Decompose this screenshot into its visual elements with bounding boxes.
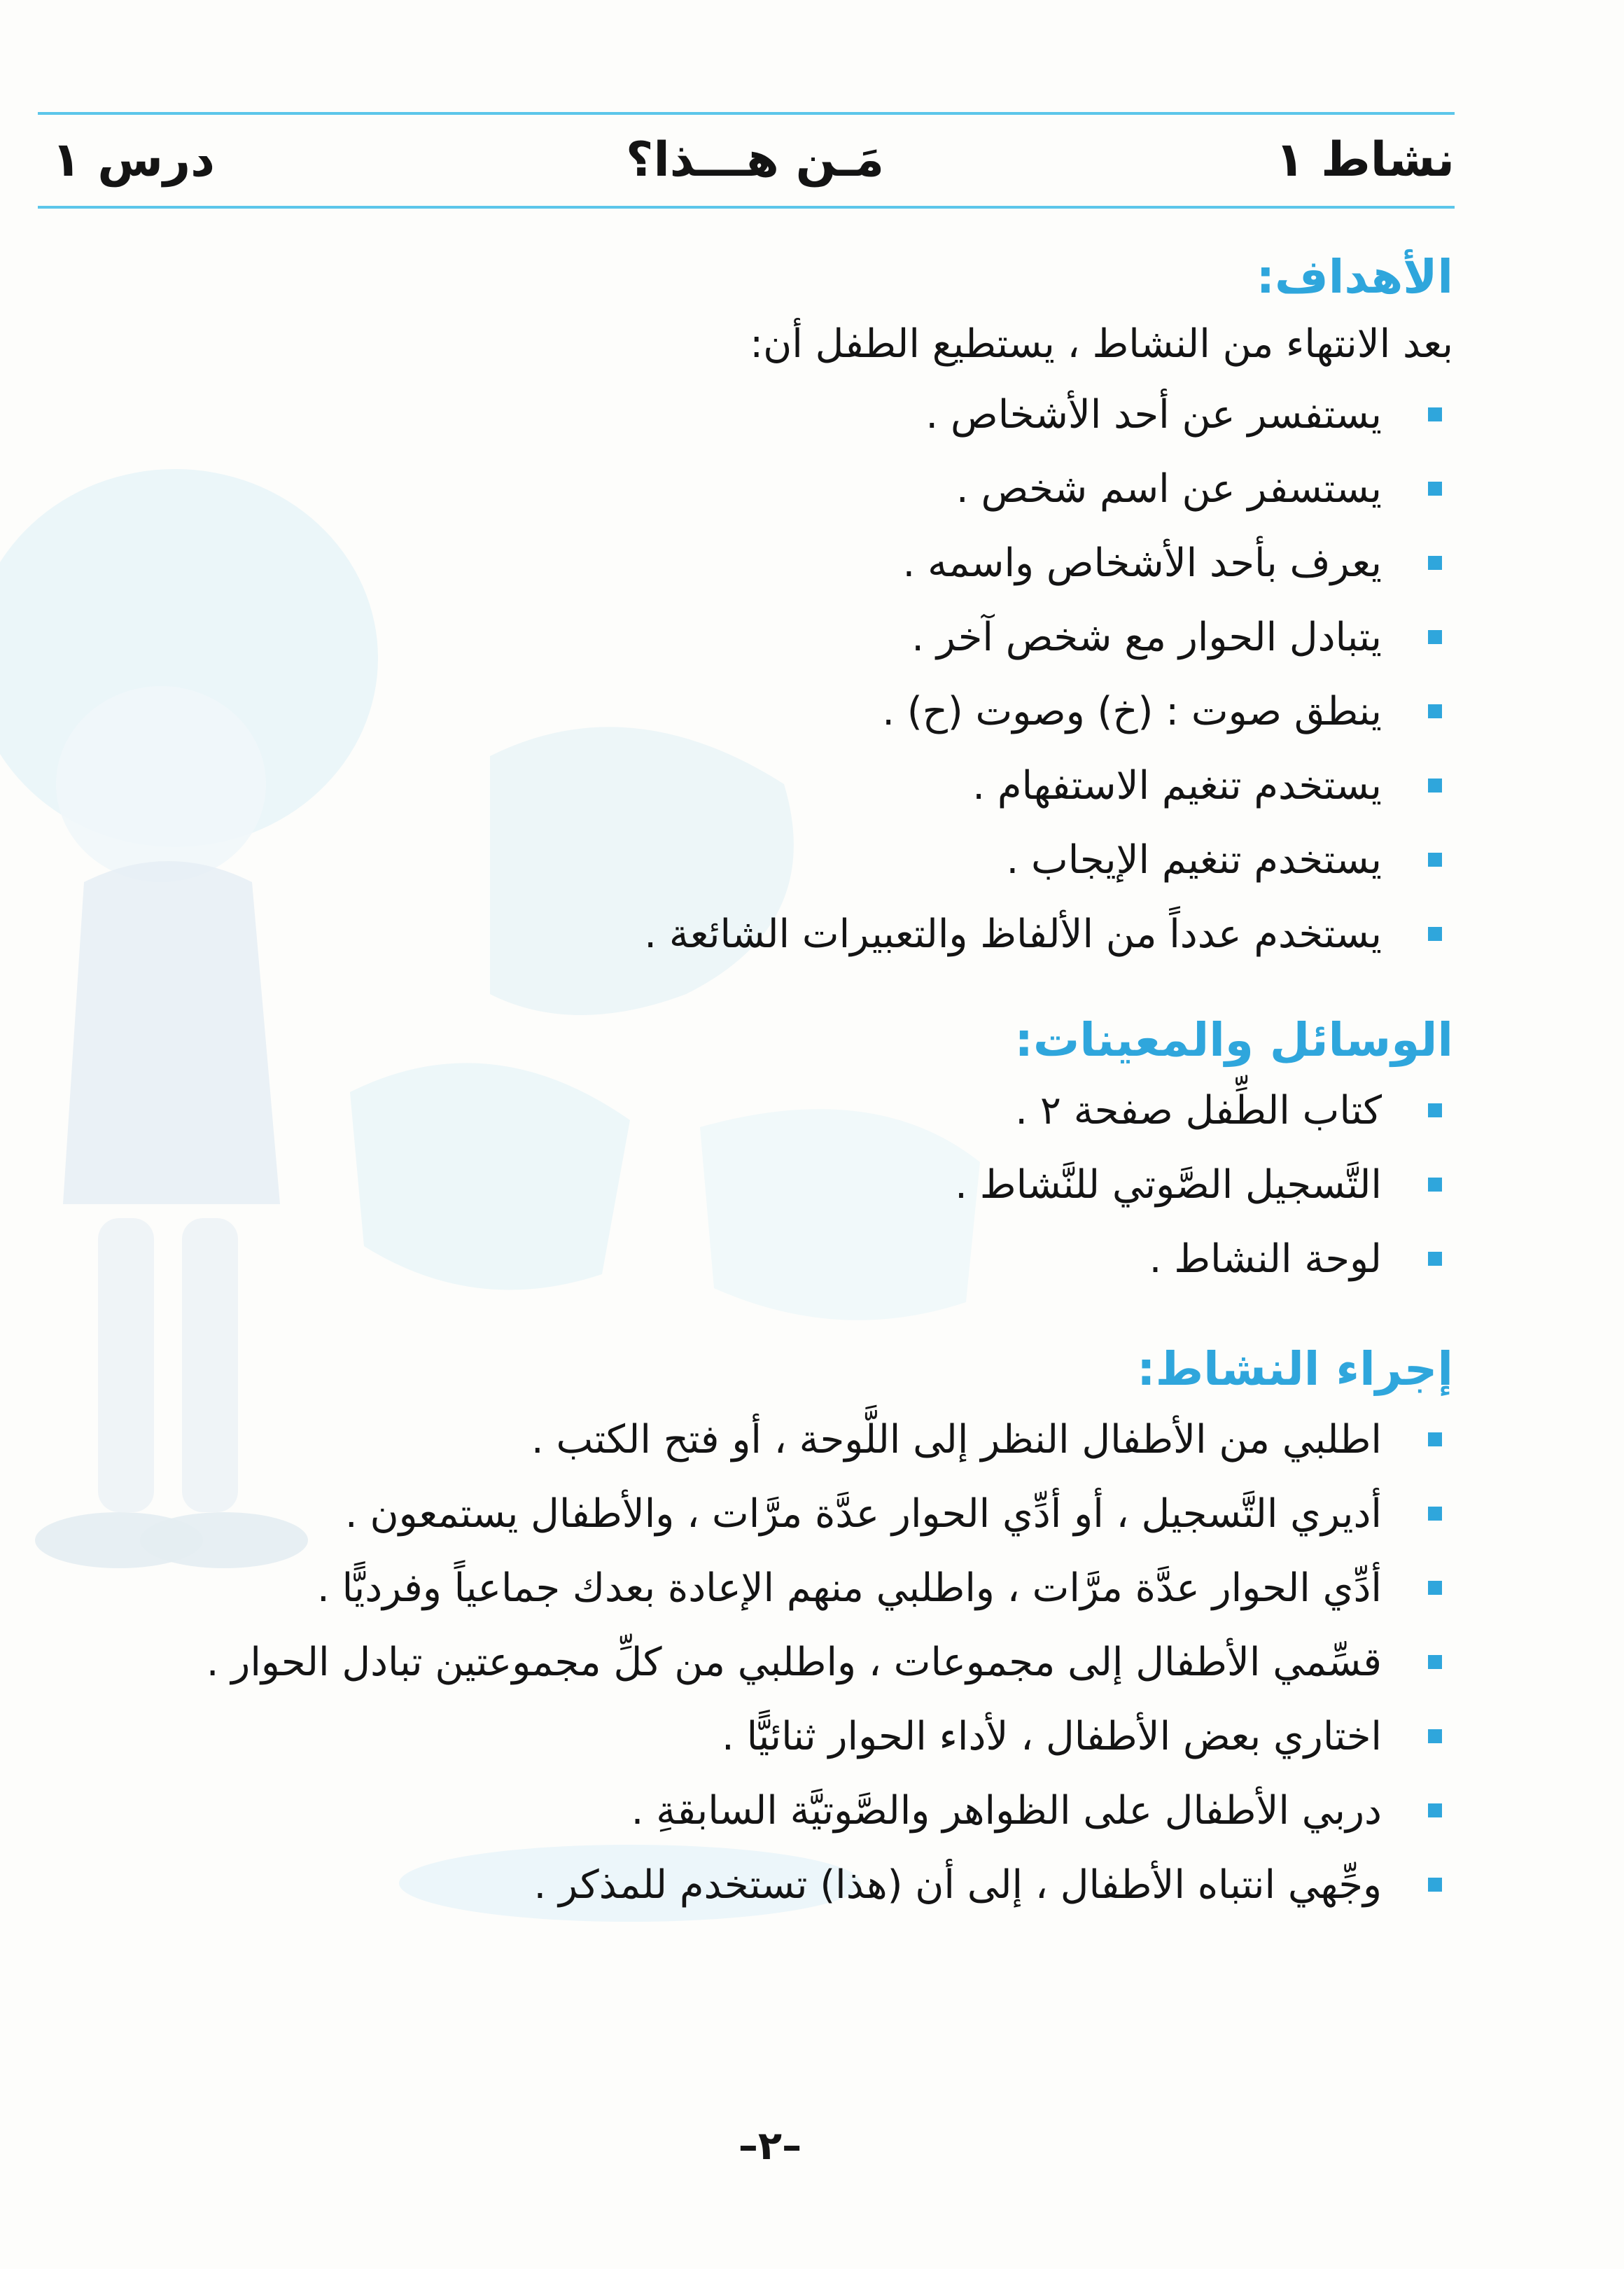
list-item: [84, 452, 1456, 526]
list-item: [84, 1551, 1456, 1626]
steps-list: [84, 1403, 1456, 1922]
steps-section: [84, 1336, 1456, 1922]
list-item-text: أديري التَّسجيل ، أو أدِّي الحوار عدَّة مرَّات ، والأطفال يستمعون .: [344, 1491, 1382, 1537]
goals-list: [84, 378, 1456, 972]
list-item: [84, 1848, 1456, 1922]
list-item: [84, 1403, 1456, 1477]
list-item: [84, 898, 1456, 972]
list-item: [84, 1074, 1456, 1148]
activity-number: نشاط ١: [1275, 132, 1455, 188]
list-item-text: يستخدم تنغيم الإيجاب .: [1006, 837, 1382, 883]
square-bullet-icon: [1428, 1178, 1442, 1192]
square-bullet-icon: [1428, 556, 1442, 570]
square-bullet-icon: [1428, 1803, 1442, 1817]
header-top-rule: [38, 112, 1455, 115]
header: [38, 120, 1455, 202]
square-bullet-icon: [1428, 1432, 1442, 1446]
list-item-text: قسِّمي الأطفال إلى مجموعات ، واطلبي من كلِّ مجموعتين تبادل الحوار .: [206, 1640, 1382, 1685]
lesson-number: درس ١: [52, 132, 216, 188]
list-item-text: يستفسر عن أحد الأشخاص .: [925, 392, 1382, 438]
square-bullet-icon: [1428, 1103, 1442, 1117]
list-item: [84, 526, 1456, 601]
tools-section: [84, 1007, 1456, 1297]
list-item-text: التَّسجيل الصَّوتي للنَّشاط .: [955, 1162, 1382, 1208]
square-bullet-icon: [1428, 779, 1442, 793]
list-item: [84, 1222, 1456, 1297]
content: [84, 238, 1456, 1922]
list-item: [84, 378, 1456, 452]
list-item-text: دربي الأطفال على الظواهر والصَّوتيَّة السابقةِ .: [631, 1788, 1382, 1834]
square-bullet-icon: [1428, 482, 1442, 496]
list-item-text: وجِّهي انتباه الأطفال ، إلى أن (هذا) تستخدم للمذكر .: [533, 1862, 1382, 1908]
square-bullet-icon: [1428, 853, 1442, 867]
list-item-text: يستسفر عن اسم شخص .: [955, 466, 1382, 512]
page-number: –٢–: [738, 2123, 802, 2169]
square-bullet-icon: [1428, 1878, 1442, 1892]
list-item-text: ينطق صوت : (خ) وصوت (ح) .: [882, 689, 1382, 734]
square-bullet-icon: [1428, 407, 1442, 421]
header-bottom-rule: [38, 206, 1455, 209]
tools-list: [84, 1074, 1456, 1297]
list-item: [84, 1700, 1456, 1774]
list-item: [84, 749, 1456, 823]
list-item-text: كتاب الطِّفل صفحة ٢ .: [1015, 1088, 1382, 1133]
list-item-text: اختاري بعض الأطفال ، لأداء الحوار ثنائيًّا .: [721, 1714, 1382, 1759]
list-item: [84, 1774, 1456, 1848]
goals-intro: بعد الانتهاء من النشاط ، يستطيع الطفل أن:: [750, 321, 1453, 367]
list-item: [84, 1477, 1456, 1551]
square-bullet-icon: [1428, 1507, 1442, 1521]
goals-heading: الأهداف:: [1256, 250, 1453, 304]
list-item-text: يتبادل الحوار مع شخص آخر .: [911, 615, 1382, 660]
list-item: [84, 675, 1456, 749]
square-bullet-icon: [1428, 927, 1442, 941]
list-item: [84, 1626, 1456, 1700]
steps-heading: إجراء النشاط:: [1137, 1342, 1453, 1396]
activity-title: مَـن هـــذا؟: [626, 132, 885, 188]
square-bullet-icon: [1428, 1729, 1442, 1743]
list-item: [84, 1148, 1456, 1222]
square-bullet-icon: [1428, 1581, 1442, 1595]
list-item-text: يستخدم عدداً من الألفاظ والتعبيرات الشائعة .: [644, 912, 1382, 957]
list-item-text: لوحة النشاط .: [1149, 1236, 1382, 1282]
list-item-text: اطلبي من الأطفال النظر إلى اللَّوحة ، أو فتح الكتب .: [531, 1417, 1382, 1462]
list-item: [84, 823, 1456, 898]
list-item-text: يعرف بأحد الأشخاص واسمه .: [902, 540, 1382, 586]
square-bullet-icon: [1428, 1252, 1442, 1266]
square-bullet-icon: [1428, 1655, 1442, 1669]
square-bullet-icon: [1428, 630, 1442, 644]
square-bullet-icon: [1428, 704, 1442, 718]
tools-heading: الوسائل والمعينات:: [1014, 1013, 1453, 1067]
list-item-text: يستخدم تنغيم الاستفهام .: [972, 763, 1382, 809]
goals-section: [84, 244, 1456, 972]
list-item-text: أدِّي الحوار عدَّة مرَّات ، واطلبي منهم الإعادة بعدك جماعياً وفرديًّا .: [316, 1565, 1382, 1611]
list-item: [84, 601, 1456, 675]
